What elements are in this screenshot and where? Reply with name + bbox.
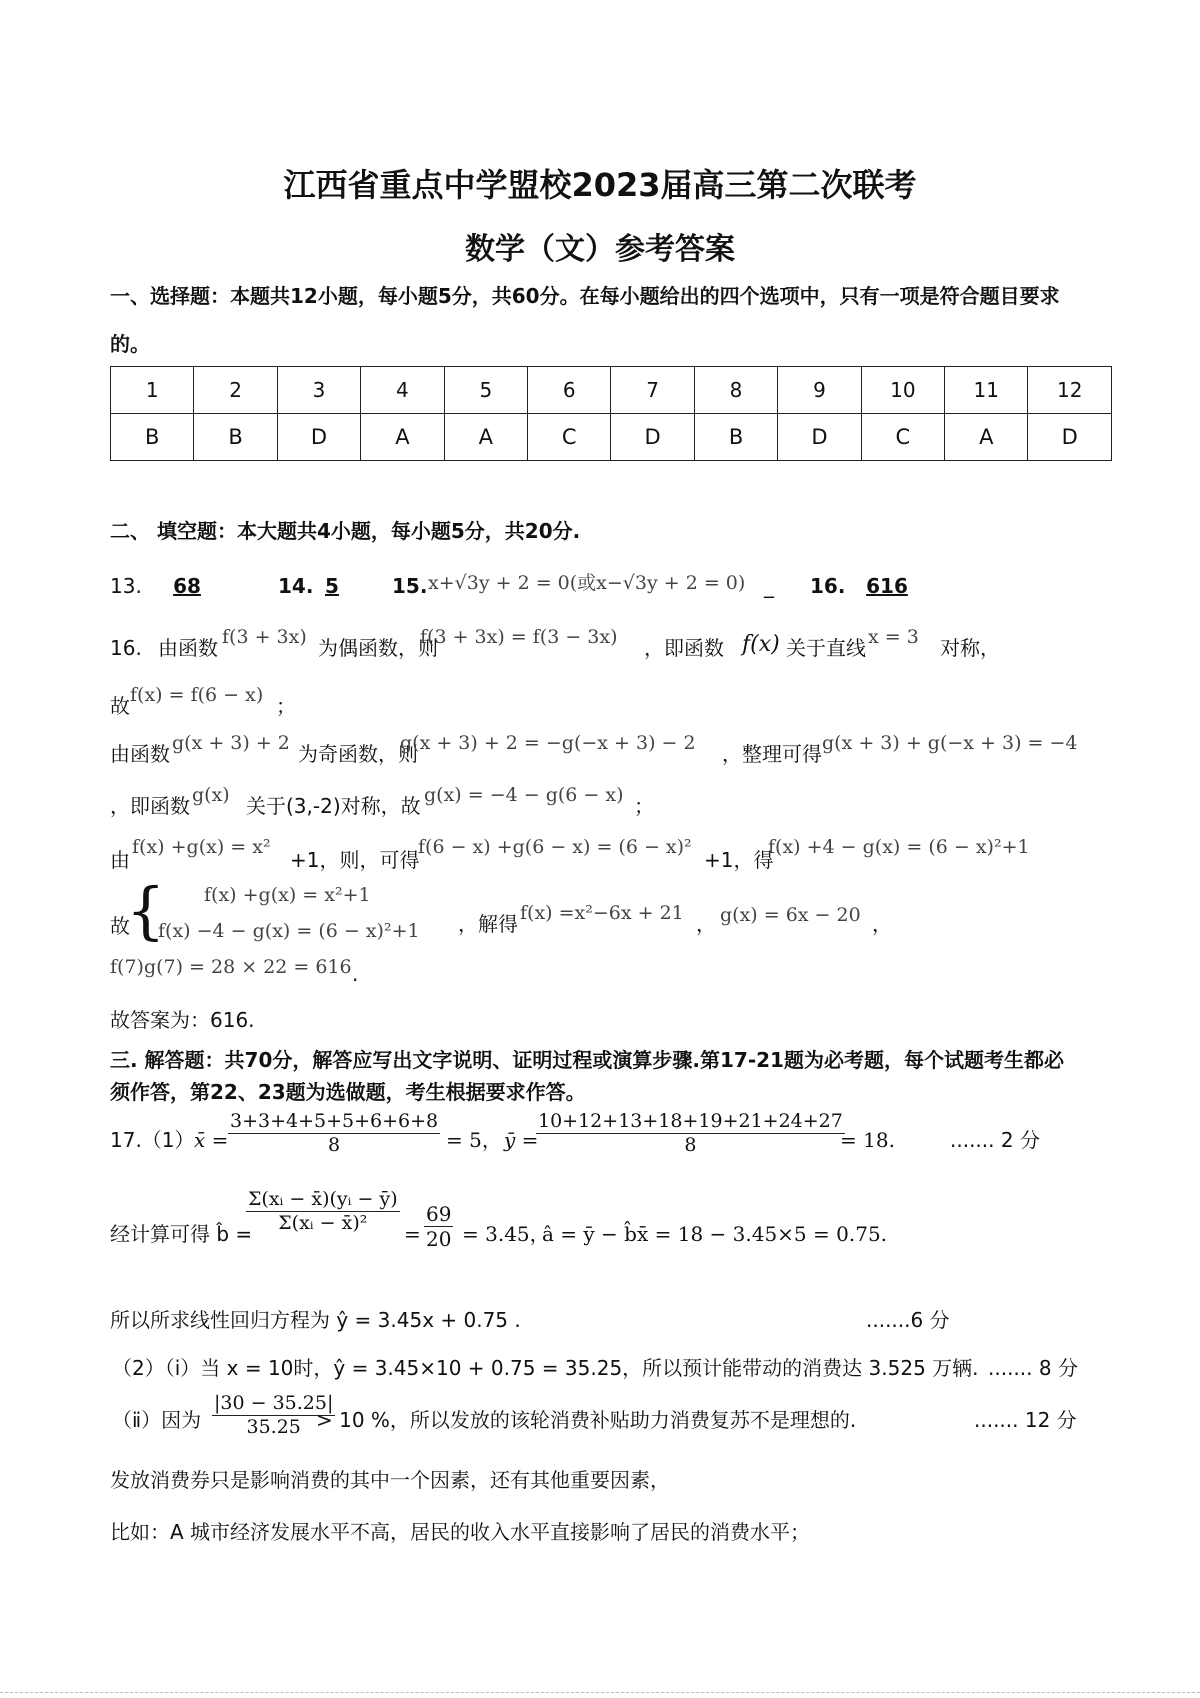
answer-table-choice: A xyxy=(361,414,444,461)
answer-table-number: 3 xyxy=(277,367,360,414)
answer-table-number: 9 xyxy=(778,367,861,414)
answer-table-choice: D xyxy=(778,414,861,461)
page-subtitle: 数学（文）参考答案 xyxy=(465,232,735,267)
answer-table-number: 8 xyxy=(694,367,777,414)
section2-heading: 二、 填空题：本大题共4小题，每小题5分，共20分. xyxy=(110,519,581,543)
q14-label: 14. xyxy=(278,574,314,598)
answer-table-number: 1 xyxy=(111,367,194,414)
answer-table-number: 10 xyxy=(861,367,944,414)
answer-table-choice: B xyxy=(694,414,777,461)
answer-table-choice: C xyxy=(528,414,611,461)
section3-heading-cont: 须作答，第22、23题为选做题，考生根据要求作答。 xyxy=(110,1080,586,1104)
q15-label: 15. xyxy=(392,574,428,598)
answer-table-number: 6 xyxy=(528,367,611,414)
section3-heading: 三. 解答题：共70分，解答应写出文字说明、证明过程或演算步骤.第17-21题为必考题，每个试题考生都必 xyxy=(110,1048,1064,1072)
answer-table-choice: B xyxy=(194,414,277,461)
answer-table-choice: A xyxy=(945,414,1028,461)
q15-answer: x+√3y + 2 = 0(或x−√3y + 2 = 0) xyxy=(428,572,746,594)
answer-table-number: 7 xyxy=(611,367,694,414)
answer-table-number: 2 xyxy=(194,367,277,414)
answer-table xyxy=(110,366,1112,461)
answer-table-choice: D xyxy=(611,414,694,461)
answer-table-choice: C xyxy=(861,414,944,461)
q13-label: 13. xyxy=(110,574,142,598)
answer-table-number: 5 xyxy=(444,367,527,414)
section1-heading-cont: 的。 xyxy=(110,332,150,356)
answer-table-choice: D xyxy=(277,414,360,461)
answer-table-number: 4 xyxy=(361,367,444,414)
q16-label: 16. xyxy=(810,574,846,598)
page-bottom-divider xyxy=(0,1692,1200,1693)
answer-table-number: 12 xyxy=(1028,367,1112,414)
answer-table-choice: B xyxy=(111,414,194,461)
q16-answer: 616 xyxy=(866,574,908,598)
answer-table-number: 11 xyxy=(945,367,1028,414)
q13-answer: 68 xyxy=(173,574,201,598)
answer-table-choice: D xyxy=(1028,414,1112,461)
section1-heading: 一、选择题：本题共12小题，每小题5分，共60分。在每小题给出的四个选项中，只有一项是符合题目要求 xyxy=(110,284,1060,308)
answer-table-choice: A xyxy=(444,414,527,461)
q14-answer: 5 xyxy=(325,574,339,598)
page-title: 江西省重点中学盟校2023届高三第二次联考 xyxy=(283,166,917,204)
